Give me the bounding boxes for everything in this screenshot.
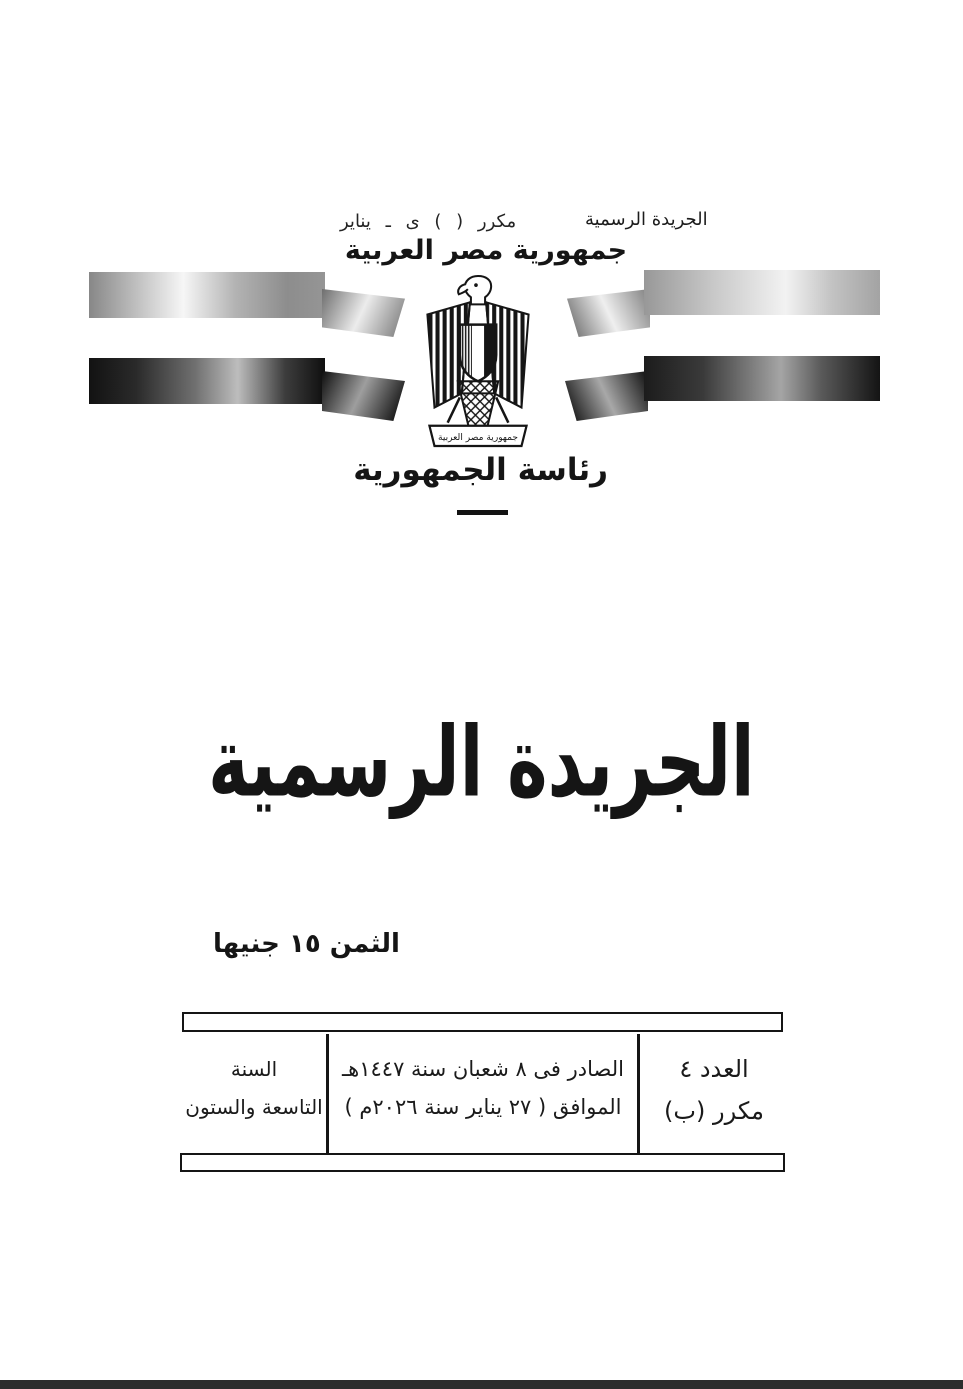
flag-ribbon-fold-top-left: [322, 289, 405, 337]
running-header-note: مكرر ( ) ى ـ يناير: [340, 211, 517, 232]
issue-table-bottom-rule: [180, 1153, 785, 1172]
issue-number-line2: مكرر (ب): [664, 1097, 764, 1125]
price-label: الثمن ١٥ جنيها: [213, 929, 400, 959]
issue-table-divider-right: [637, 1034, 640, 1153]
issue-number-line1: العدد ٤: [679, 1055, 749, 1083]
presidency-title: رئاسة الجمهورية: [353, 452, 608, 488]
issue-date-hijri: الصادر فى ٨ شعبان سنة ١٤٤٧هـ: [342, 1057, 624, 1081]
flag-ribbon-bottom-left: [89, 358, 325, 404]
issue-date-cell: [333, 1050, 633, 1126]
main-title-text: الجريدة الرسمية: [208, 705, 755, 819]
running-header-gazette-name: الجريدة الرسمية: [585, 209, 708, 230]
egypt-eagle-emblem-icon: [406, 274, 550, 448]
issue-year-line2: التاسعة والستون: [185, 1095, 323, 1119]
flag-ribbon-fold-top-right: [567, 289, 650, 337]
issue-year-cell: [184, 1050, 324, 1126]
issue-year-line1: السنة: [230, 1057, 278, 1081]
flag-ribbon-fold-bottom-right: [565, 371, 648, 421]
issue-date-gregorian: الموافق ( ٢٧ يناير سنة ٢٠٢٦م ): [344, 1095, 622, 1119]
scan-edge-shadow: [0, 1380, 963, 1389]
flag-ribbon-top-left: [89, 272, 325, 318]
presidency-underline: [457, 510, 508, 515]
flag-ribbon-bottom-right: [644, 356, 880, 401]
issue-table-divider-left: [326, 1034, 329, 1153]
flag-ribbon-fold-bottom-left: [322, 371, 405, 421]
flag-ribbon-top-right: [644, 270, 880, 315]
main-title: [0, 702, 963, 819]
republic-name-title: جمهورية مصر العربية: [344, 235, 628, 266]
issue-table-top-rule: [182, 1012, 783, 1032]
issue-number-cell: [642, 1048, 786, 1132]
emblem-scroll-text: جمهورية مصر العربية: [438, 432, 518, 443]
